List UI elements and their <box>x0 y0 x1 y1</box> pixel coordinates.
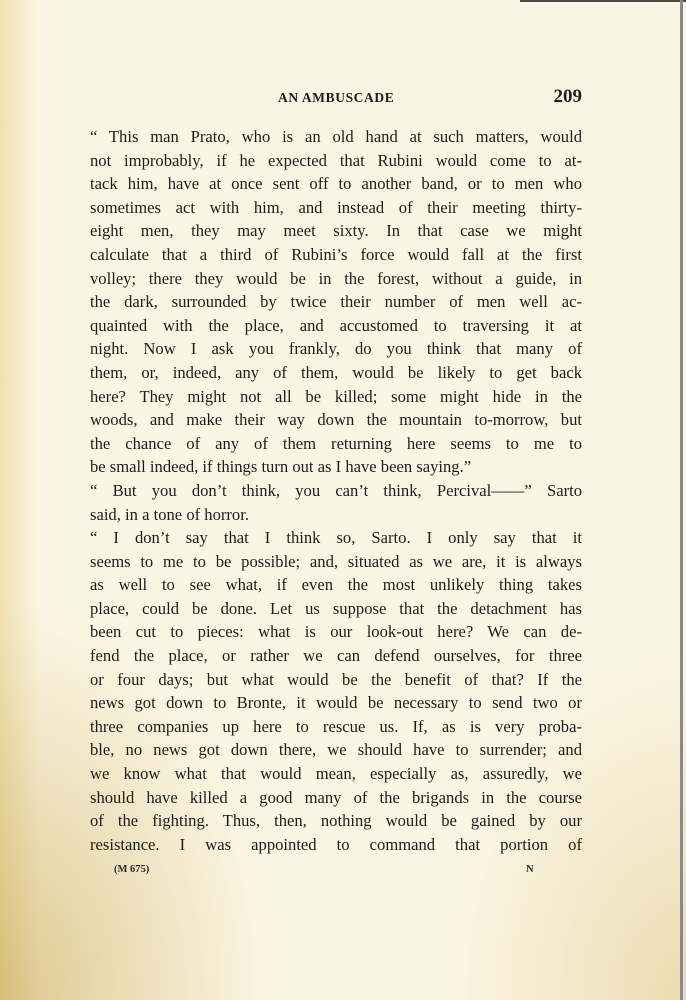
right-edge-rule <box>680 0 683 1000</box>
text-line: tack him, have at once sent off to another band, or to men who <box>90 174 582 194</box>
text-line: seems to me to be possible; and, situated as we are, it is always <box>90 551 582 571</box>
text-line: eight men, they may meet sixty. In that case we might <box>90 221 582 241</box>
text-line: be small indeed, if things turn out as I have been saying.” <box>90 457 472 477</box>
text-line: woods, and make their way down the mountain to-morrow, but <box>90 410 582 430</box>
text-line: night. Now I ask you frankly, do you think that many of <box>90 339 582 359</box>
text-line: calculate that a third of Rubini’s force would fall at the first <box>90 244 582 264</box>
text-line: them, or, indeed, any of them, would be likely to get back <box>90 362 582 382</box>
text-line: volley; there they would be in the forest, without a guide, in <box>90 268 582 288</box>
text-line: “ But you don’t think, you can’t think, Percival——” Sarto <box>90 480 582 500</box>
signature-mark: N <box>526 864 534 875</box>
text-line: should have killed a good many of the brigands in the course <box>90 787 582 807</box>
text-line: been cut to pieces: what is our look-out here? We can de- <box>90 622 582 642</box>
sheet-mark: (M 675) <box>114 864 150 875</box>
text-line: the dark, surrounded by twice their number of men well ac- <box>90 292 582 312</box>
text-line: of the fighting. Thus, then, nothing would be gained by our <box>90 811 582 831</box>
text-line: “ This man Prato, who is an old hand at such matters, would <box>90 127 582 146</box>
page-header <box>90 86 582 110</box>
text-line: three companies up here to rescue us. If, as is very proba- <box>90 716 582 736</box>
text-line: news got down to Bronte, it would be necessary to send two or <box>90 693 582 713</box>
text-line: as well to see what, if even the most unlikely thing takes <box>90 575 582 595</box>
text-line: resistance. I was appointed to command that portion of <box>90 834 582 854</box>
body-text <box>90 125 582 856</box>
running-title: AN AMBUSCADE <box>278 90 395 105</box>
page-number: 209 <box>553 86 582 107</box>
text-line: here? They might not all be killed; some might hide in the <box>90 386 582 406</box>
text-line: sometimes act with him, and instead of their meeting thirty- <box>90 197 582 217</box>
text-line: fend the place, or rather we can defend ourselves, for three <box>90 646 582 666</box>
text-line: not improbably, if he expected that Rubini would come to at- <box>90 150 582 170</box>
text-line: or four days; but what would be the benefit of that? If the <box>90 669 582 689</box>
page-footer <box>90 864 582 880</box>
top-edge-rule <box>520 0 686 2</box>
text-line: the chance of any of them returning here seems to me to <box>90 433 582 453</box>
text-line: quainted with the place, and accustomed to traversing it at <box>90 315 582 335</box>
text-line: place, could be done. Let us suppose that the detachment has <box>90 598 582 618</box>
text-line: ble, no news got down there, we should have to surrender; and <box>90 740 582 760</box>
text-line: we know what that would mean, especially as, assuredly, we <box>90 764 582 784</box>
text-line: “ I don’t say that I think so, Sarto. I only say that it <box>90 528 582 548</box>
text-line: said, in a tone of horror. <box>90 504 249 524</box>
